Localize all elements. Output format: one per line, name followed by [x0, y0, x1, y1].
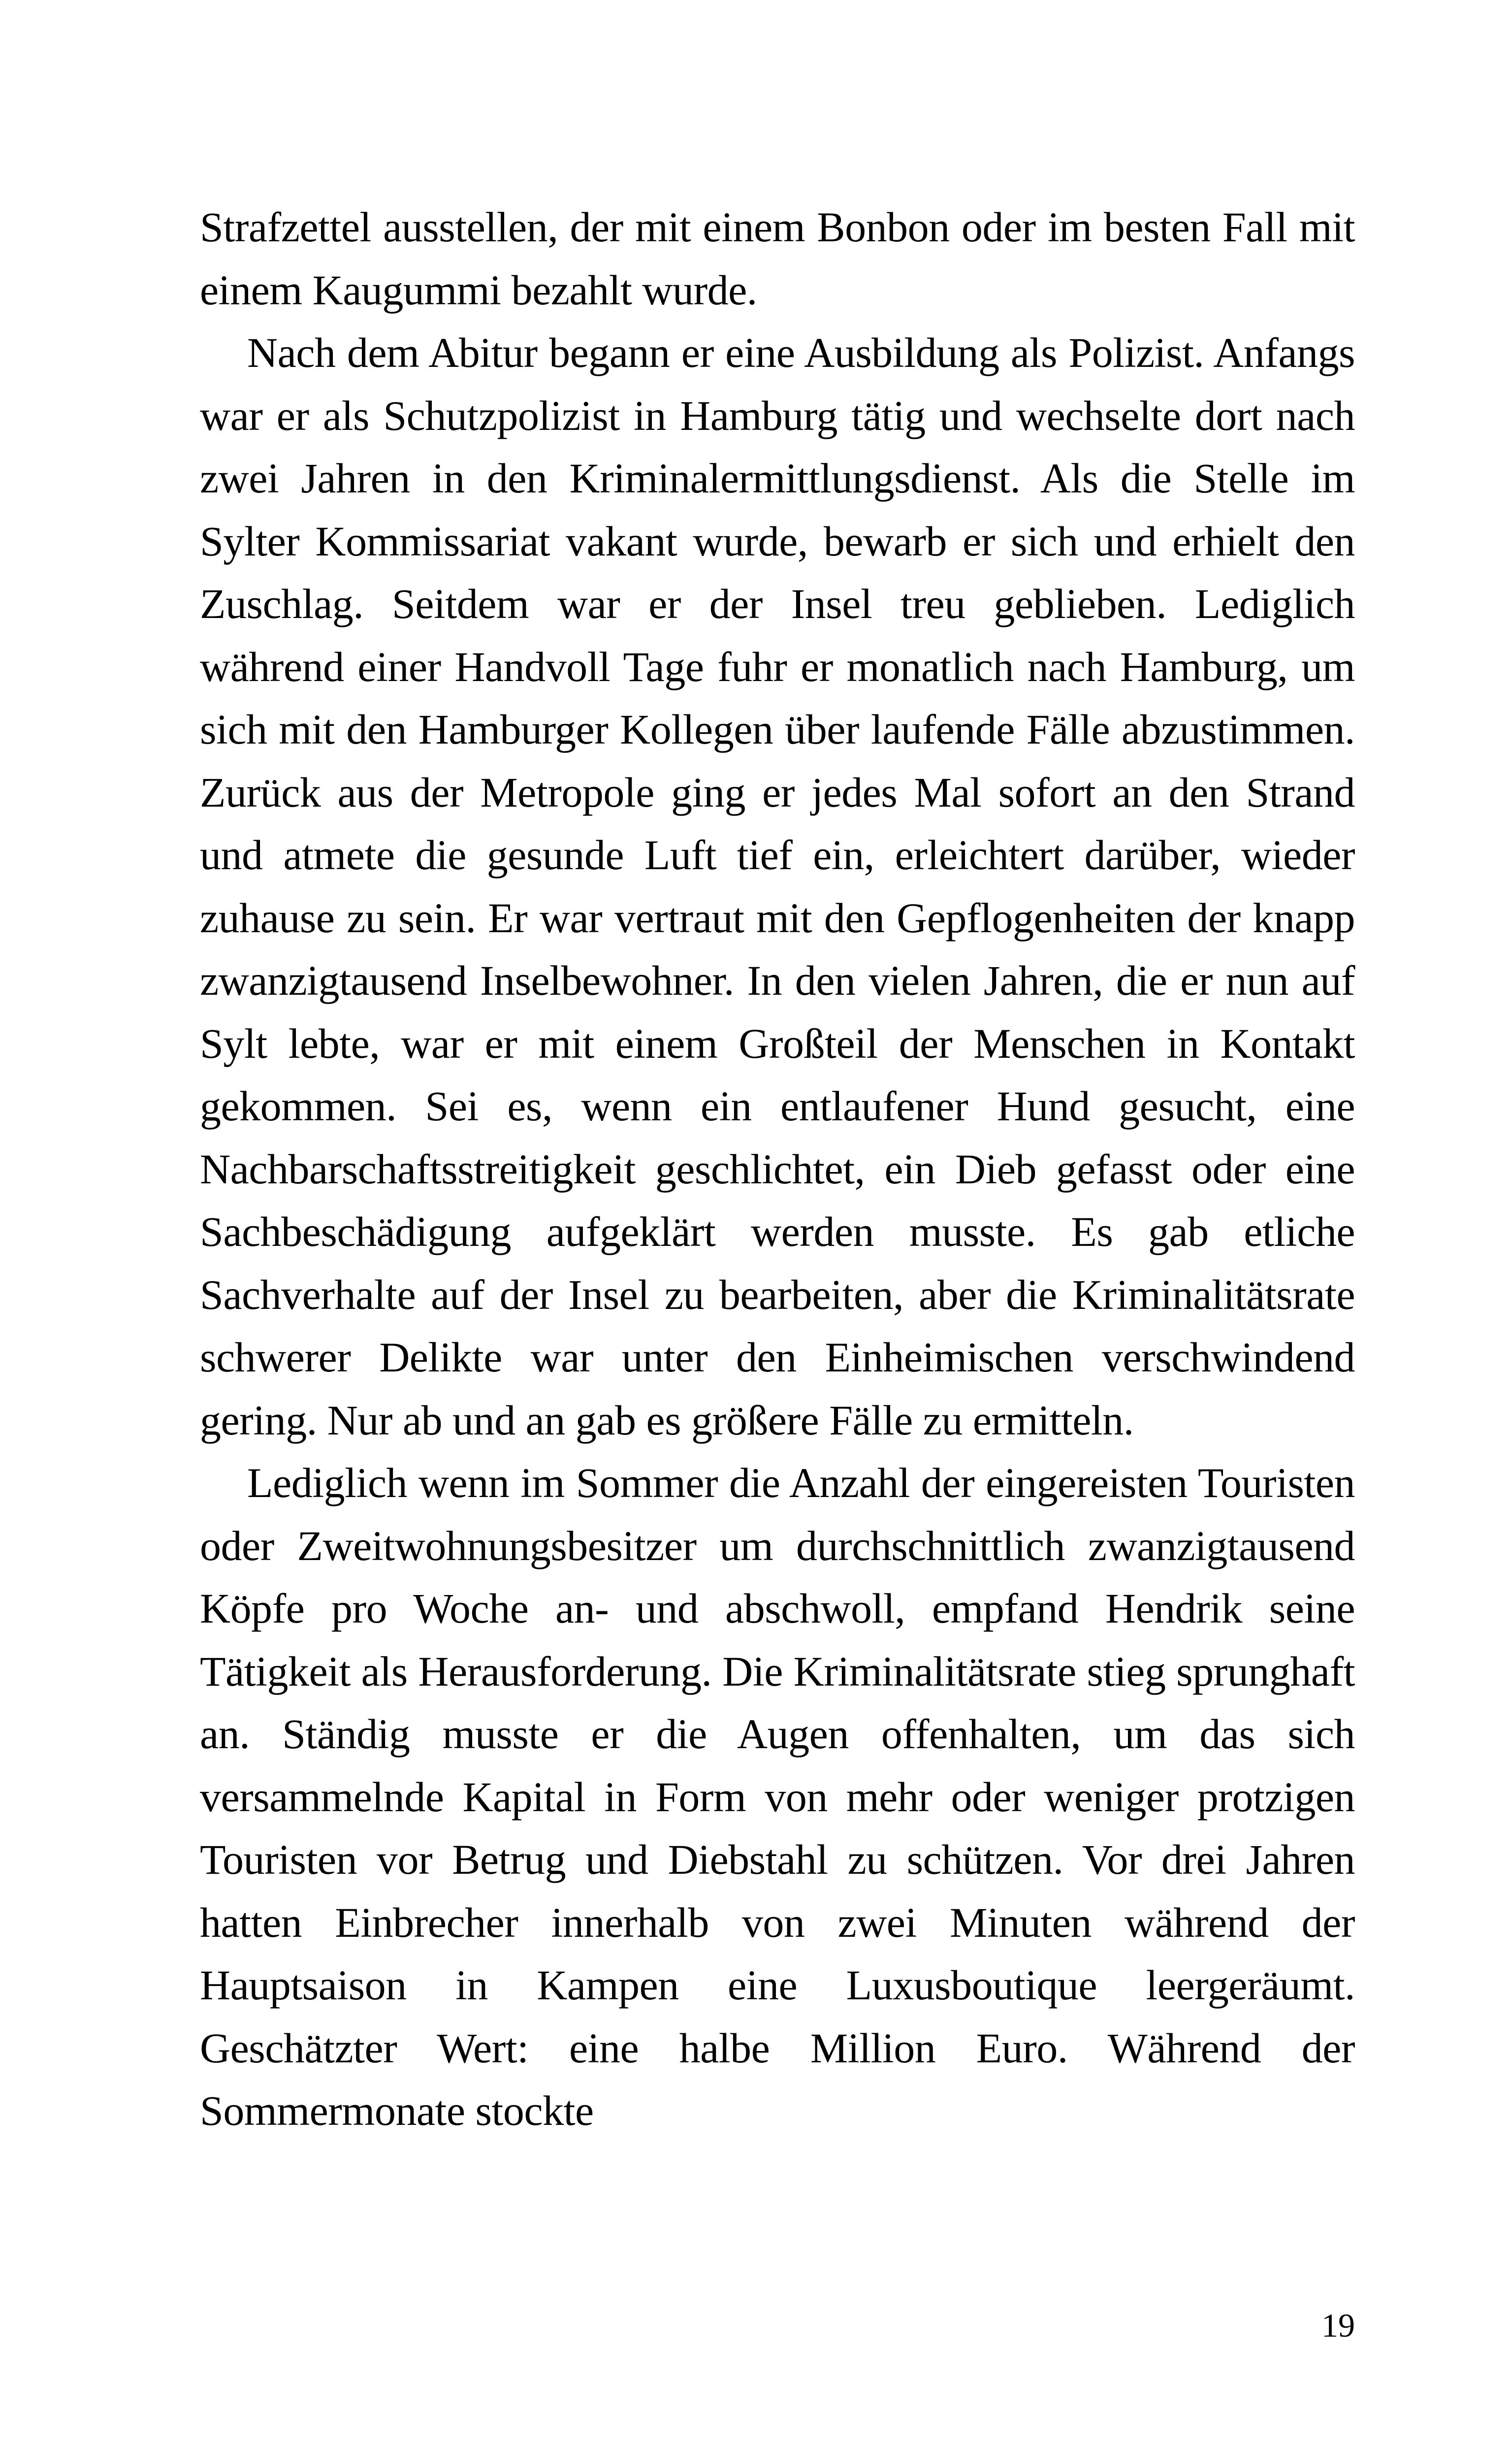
body-text	[200, 196, 1355, 2143]
paragraph-summer: Lediglich wenn im Sommer die Anzahl der eingereisten Touristen oder Zweitwohnungsbesitzer um durchschnittlich zwanzigtausend Köpfe pro Woche an- und abschwoll, empfand Hendrik seine Tätigkeit als Herausforderung. Die Kriminalitätsrate stieg sprunghaft an. Ständig musste er die Augen offenhalten, um das sich versammelnde Kapital in Form von mehr oder weniger protzigen Touristen vor Betrug und Diebstahl zu schützen. Vor drei Jahren hatten Einbrecher innerhalb von zwei Minuten während der Hauptsaison in Kampen eine Luxusboutique leergeräumt. Geschätzter Wert: eine halbe Million Euro. Während der Sommermonate stockte	[200, 1459, 1355, 2134]
paragraph-career: Nach dem Abitur begann er eine Ausbildung als Polizist. Anfangs war er als Schutzpolizist in Hamburg tätig und wechselte dort nach zwei Jahren in den Kriminalermittlungsdienst. Als die Stelle im Sylter Kommissariat vakant wurde, bewarb er sich und erhielt den Zuschlag. Seitdem war er der Insel treu geblieben. Lediglich während einer Handvoll Tage fuhr er monatlich nach Hamburg, um sich mit den Hamburger Kollegen über laufende Fälle abzustimmen. Zurück aus der Metropole ging er jedes Mal sofort an den Strand und atmete die gesunde Luft tief ein, erleichtert darüber, wieder zuhause zu sein. Er war vertraut mit den Gepflogenheiten der knapp zwanzigtausend Inselbewohner. In den vielen Jahren, die er nun auf Sylt lebte, war er mit einem Großteil der Menschen in Kontakt gekommen. Sei es, wenn ein entlaufener Hund gesucht, eine Nachbarschaftsstreitigkeit geschlichtet, ein Dieb gefasst oder eine Sachbeschädigung aufgeklärt werden musste. Es gab etliche Sachverhalte auf der Insel zu bearbeiten, aber die Kriminalitätsrate schwerer Delikte war unter den Einheimischen verschwindend gering. Nur ab und an gab es größere Fälle zu ermitteln.	[200, 329, 1355, 1444]
page-number: 19	[1321, 2307, 1355, 2344]
paragraph-continuation: Strafzettel ausstellen, der mit einem Bonbon oder im besten Fall mit einem Kaugummi bezahlt wurde.	[200, 203, 1355, 314]
